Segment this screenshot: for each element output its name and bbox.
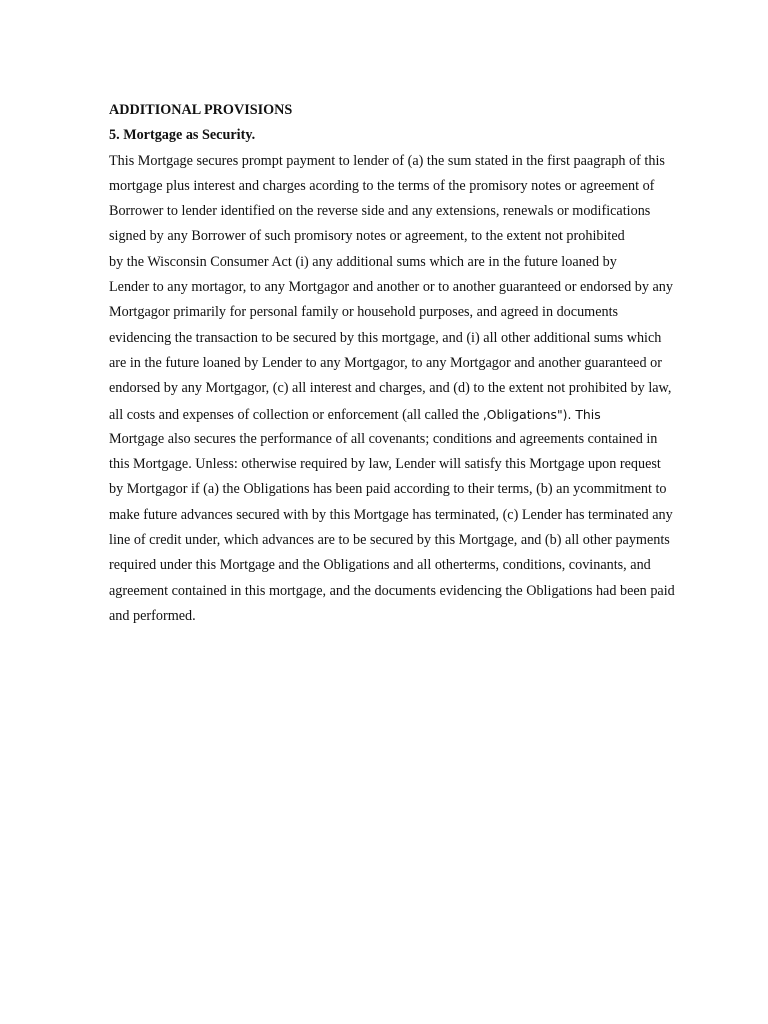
paragraph-line: by the Wisconsin Consumer Act (i) any additional sums which are in the future loaned by [109,253,617,270]
obligations-term: ,Obligations"). This [482,406,601,422]
obligations-line-prefix: all costs and expenses of collection or enforcement (all called the [109,406,483,423]
paragraph-line: signed by any Borrower of such promisory notes or agreement, to the extent not prohibited [109,228,625,245]
paragraph-line: Mortgage also secures the performance of all covenants; conditions and agreements contained in [109,430,658,447]
paragraph-line: This Mortgage secures prompt payment to lender of (a) the sum stated in the first paagraph of this [109,152,665,169]
document-heading: ADDITIONAL PROVISIONS [109,102,293,118]
paragraph-line: required under this Mortgage and the Obligations and all otherterms, conditions, covinants, and [109,557,651,574]
paragraph-line: Mortgagor primarily for personal family or household purposes, and agreed in documents [109,304,619,321]
paragraph-line: agreement contained in this mortgage, and the documents evidencing the Obligations had been paid [109,582,675,599]
paragraph-line: make future advances secured with by this Mortgage has terminated, (c) Lender has terminated any [109,506,673,523]
document-body [109,98,739,629]
section-title: 5. Mortgage as Security. [109,127,256,144]
paragraph-line: Lender to any mortagor, to any Mortgagor and another or to another guaranteed or endorsed by any [109,279,673,296]
paragraph-line: this Mortgage. Unless: otherwise required by law, Lender will satisfy this Mortgage upon request [109,456,661,473]
paragraph-line: endorsed by any Mortgagor, (c) all interest and charges, and (d) to the extent not prohibited by law, [109,380,672,397]
paragraph-line: by Mortgagor if (a) the Obligations has been paid according to their terms, (b) an ycommitment to [109,481,667,498]
paragraph-line: line of credit under, which advances are to be secured by this Mortgage, and (b) all other payments [109,532,670,549]
paragraph-line: are in the future loaned by Lender to any Mortgagor, to any Mortgagor and another guaranteed or [109,354,662,371]
paragraph-line: and performed. [109,607,196,624]
paragraph-line: evidencing the transaction to be secured by this mortgage, and (i) all other additional sums which [109,329,662,346]
paragraph-line: mortgage plus interest and charges acording to the terms of the promisory notes or agreement of [109,177,655,194]
paragraph-line: Borrower to lender identified on the reverse side and any extensions, renewals or modifications [109,203,651,220]
paragraph-line-obligations [109,402,739,427]
